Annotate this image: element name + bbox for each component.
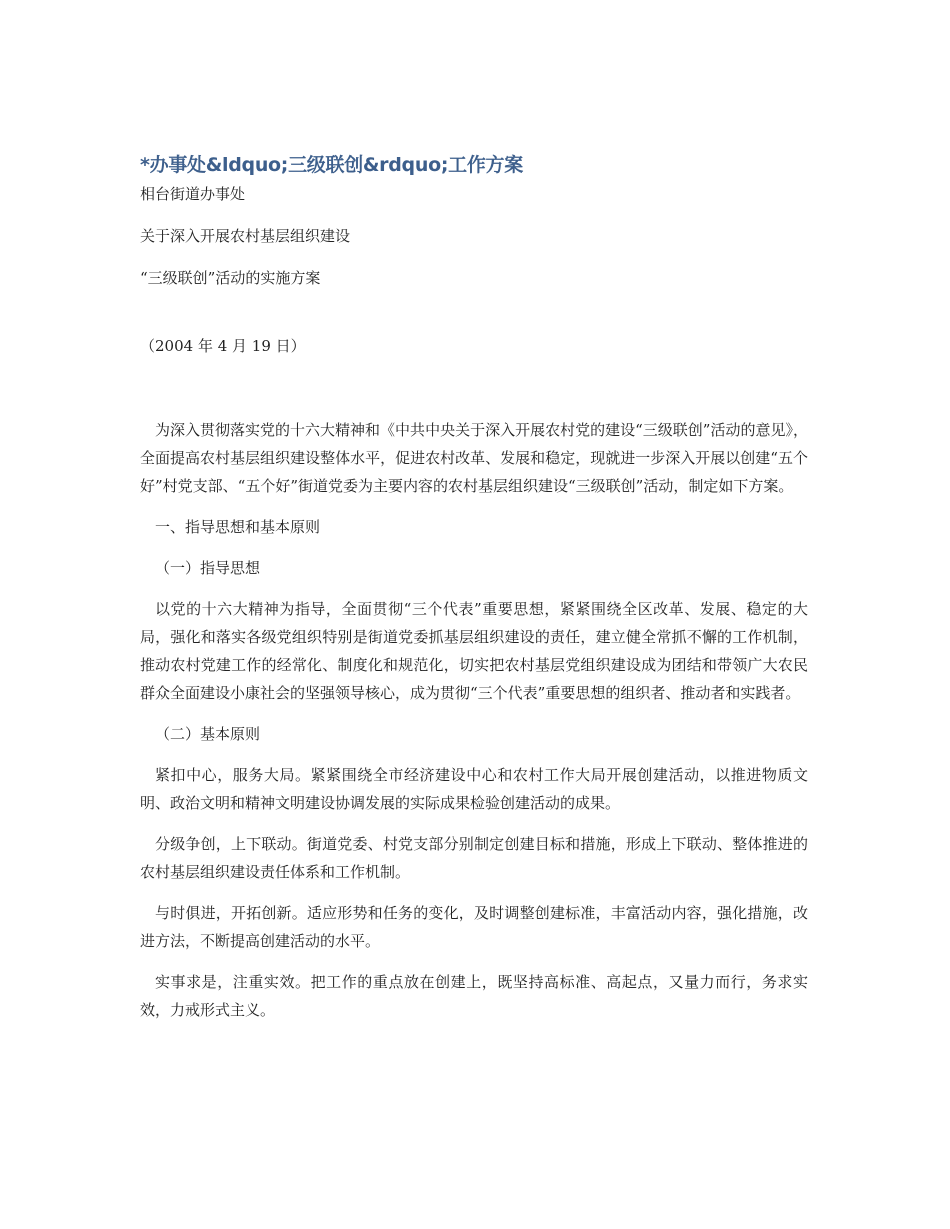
paragraph-principle-3: 与时俱进，开拓创新。适应形势和任务的变化，及时调整创建标准，丰富活动内容，强化措施，改进方法，不断提高创建活动的水平。 [140,904,808,950]
subsection-heading-basic-principles: （二）基本原则 [155,725,261,743]
document-content [140,150,808,1037]
paragraph-principle-4: 实事求是，注重实效。把工作的重点放在创建上，既坚持高标准、高起点，又量力而行，务求实效，力戒形式主义。 [140,973,808,1019]
document-body [140,416,808,1024]
document-title: *办事处&ldquo;三级联创&rdquo;工作方案 [140,154,523,176]
section-heading-1: 一、指导思想和基本原则 [155,518,321,536]
subsection-heading-guiding-thought: （一）指导思想 [155,559,261,577]
subtitle-line-1: 关于深入开展农村基层组织建设 [140,227,351,245]
paragraph-principle-1: 紧扣中心，服务大局。紧紧围绕全市经济建设中心和农村工作大局开展创建活动，以推进物质文明、政治文明和精神文明建设协调发展的实际成果检验创建活动的成果。 [140,766,808,812]
paragraph-principle-2: 分级争创，上下联动。街道党委、村党支部分别制定创建目标和措施，形成上下联动、整体推进的农村基层组织建设责任体系和工作机制。 [140,835,808,881]
subtitle-line-2: “三级联创”活动的实施方案 [140,269,321,287]
paragraph-intro: 为深入贯彻落实党的十六大精神和《中共中央关于深入开展农村党的建设“三级联创”活动的意见》，全面提高农村基层组织建设整体水平，促进农村改革、发展和稳定，现就进一步深入开展以创建“五个好”村党支部、“五个好”街道党委为主要内容的农村基层组织建设“三级联创”活动，制定如下方案。 [140,421,808,495]
paragraph-guiding-thought: 以党的十六大精神为指导，全面贯彻“三个代表”重要思想，紧紧围绕全区改革、发展、稳定的大局，强化和落实各级党组织特别是街道党委抓基层组织建设的责任，建立健全常抓不懈的工作机制，推动农村党建工作的经常化、制度化和规范化，切实把农村基层党组织建设成为团结和带领广大农民群众全面建设小康社会的坚强领导核心，成为贯彻“三个代表”重要思想的组织者、推动者和实践者。 [140,600,808,702]
document-date: （2004 年 4 月 19 日） [140,337,306,355]
organization-name: 相台街道办事处 [140,185,246,203]
